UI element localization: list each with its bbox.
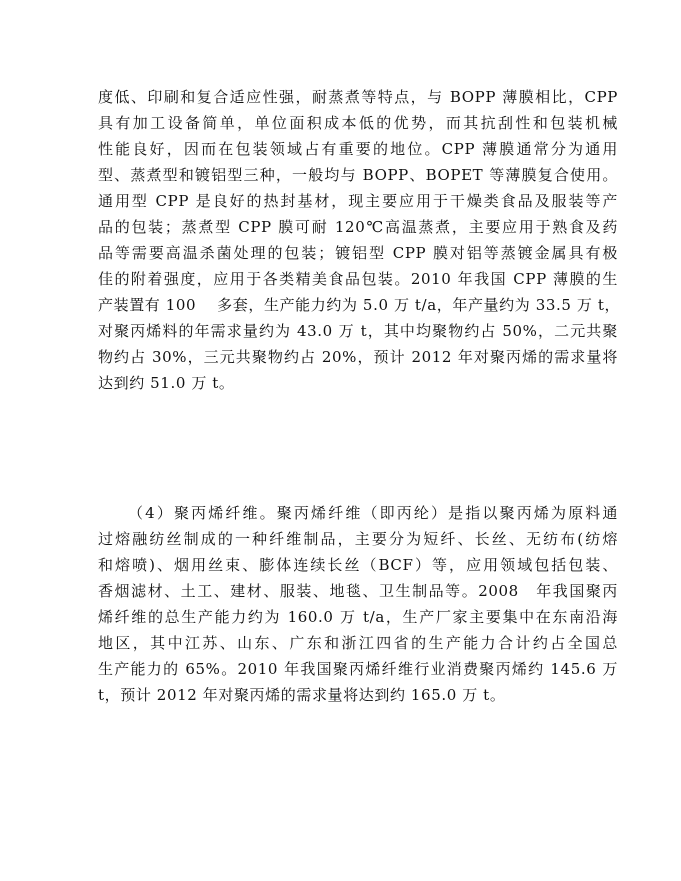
text-line: 通用型 CPP 是良好的热封基材，现主要应用于干燥类食品及服装等产 bbox=[98, 192, 618, 210]
text-line: 生产能力的 65%。2010 年我国聚丙烯纤维行业消费聚丙烯约 145.6 万 bbox=[98, 660, 618, 678]
text-line: 佳的附着强度，应用于各类精美食品包装。2010 年我国 CPP 薄膜的生 bbox=[98, 270, 618, 288]
text-line: 达到约 51.0 万 t。 bbox=[98, 374, 235, 392]
text-line: 品的包装；蒸煮型 CPP 膜可耐 120℃高温蒸煮，主要应用于熟食及药 bbox=[98, 218, 618, 236]
text-line: 度低、印刷和复合适应性强，耐蒸煮等特点，与 BOPP 薄膜相比，CPP bbox=[98, 88, 618, 106]
text-line: 对聚丙烯料的年需求量约为 43.0 万 t，其中均聚物约占 50%，二元共聚 bbox=[98, 322, 618, 340]
text-line: 产装置有 100 多套，生产能力约为 5.0 万 t/a，年产量约为 33.5 万 t， bbox=[98, 296, 621, 314]
text-line: 地区，其中江苏、山东、广东和浙江四省的生产能力合计约占全国总 bbox=[98, 634, 618, 652]
text-line: （4）聚丙烯纤维。聚丙烯纤维（即丙纶）是指以聚丙烯为原料通 bbox=[128, 504, 618, 522]
text-line: 具有加工设备简单，单位面积成本低的优势，而其抗刮性和包装机械 bbox=[98, 114, 618, 132]
paragraph-pp-fiber bbox=[98, 500, 618, 708]
text-line: t，预计 2012 年对聚丙烯的需求量将达到约 165.0 万 t。 bbox=[98, 686, 506, 704]
text-line: 物约占 30%，三元共聚物约占 20%，预计 2012 年对聚丙烯的需求量将 bbox=[98, 348, 618, 366]
text-line: 和熔喷)、烟用丝束、膨体连续长丝（BCF）等，应用领域包括包装、 bbox=[98, 556, 618, 574]
text-line: 性能良好，因而在包装领域占有重要的地位。CPP 薄膜通常分为通用 bbox=[98, 140, 618, 158]
text-line: 香烟滤材、土工、建材、服装、地毯、卫生制品等。2008 年我国聚丙 bbox=[98, 582, 618, 600]
text-line: 型、蒸煮型和镀铝型三种，一般均与 BOPP、BOPET 等薄膜复合使用。 bbox=[98, 166, 618, 184]
paragraph-cpp-film bbox=[98, 84, 621, 396]
text-line: 品等需要高温杀菌处理的包装；镀铝型 CPP 膜对铝等蒸镀金属具有极 bbox=[98, 244, 618, 262]
text-line: 过熔融纺丝制成的一种纤维制品，主要分为短纤、长丝、无纺布(纺熔 bbox=[98, 530, 618, 548]
text-line: 烯纤维的总生产能力约为 160.0 万 t/a，生产厂家主要集中在东南沿海 bbox=[98, 608, 618, 626]
